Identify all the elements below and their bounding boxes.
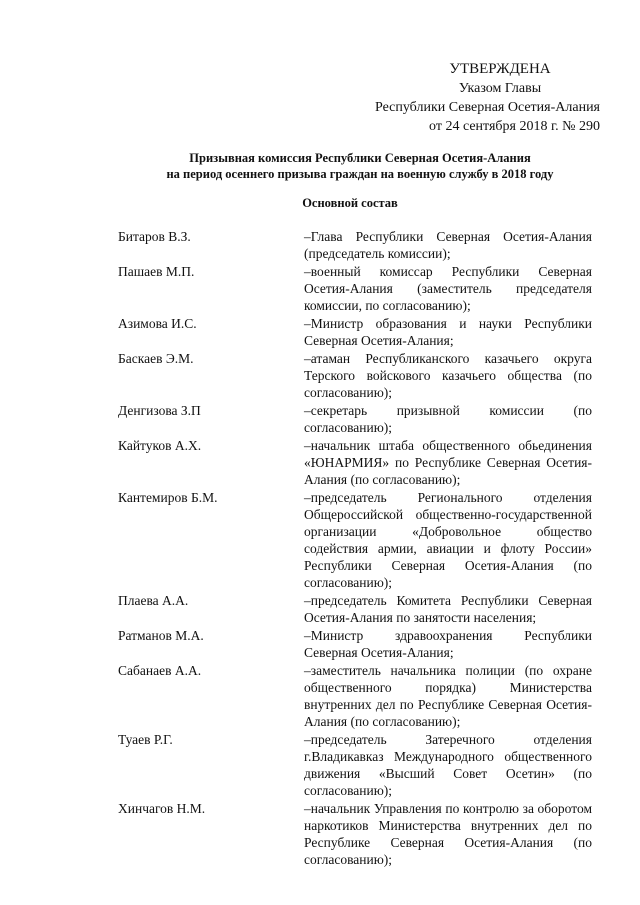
member-name: Пашаев М.П. (118, 264, 195, 279)
member-row (118, 228, 592, 262)
member-row (118, 263, 592, 314)
member-row (118, 800, 592, 868)
section-heading: Основной состав (302, 196, 398, 210)
member-row (118, 731, 592, 799)
member-role: –Глава Республики Северная Осетия-Алания (председатель комиссии); (304, 229, 592, 261)
members-list (118, 228, 592, 868)
member-role: –Министр здравоохранения Республики Северная Осетия-Алания; (304, 628, 592, 660)
member-name: Кайтуков А.Х. (118, 438, 202, 453)
member-role: –начальник штаба общественного обьединения «ЮНАРМИЯ» по Республике Северная Осетия-Алания (по согласованию); (304, 438, 592, 487)
approval-title: УТВЕРЖДЕНА (449, 61, 551, 77)
title-line-1: Призывная комиссия Республики Северная Осетия-Алания (189, 151, 531, 165)
member-name: Ратманов М.А. (118, 628, 204, 643)
member-row (118, 627, 592, 661)
member-role: –председатель Затеречного отделения г.Владикавказ Международного общественного движения «Высший Совет Осетин» (по согласованию); (304, 732, 592, 798)
approval-decree: Указом Главы (458, 81, 542, 96)
member-row (118, 592, 592, 626)
member-role: –атаман Республиканского казачьего округа Терского войскового казачьего общества (по согласованию); (304, 351, 592, 400)
member-role: –председатель Комитета Республики Северная Осетия-Алания по занятости населения; (304, 593, 592, 625)
member-row (118, 315, 592, 349)
member-name: Кантемиров Б.М. (118, 490, 218, 505)
approval-republic: Республики Северная Осетия-Алания (375, 100, 600, 115)
member-row (118, 350, 592, 401)
member-role: –Министр образования и науки Республики Северная Осетия-Алания; (304, 316, 592, 348)
approval-stamp (340, 60, 600, 136)
member-name: Туаев Р.Г. (118, 732, 173, 747)
document-title (110, 150, 610, 182)
member-row (118, 489, 592, 591)
member-row (118, 662, 592, 730)
member-role: –военный комиссар Республики Северная Осетия-Алания (заместитель председателя комиссии, по согласованию); (304, 264, 592, 313)
member-row (118, 402, 592, 436)
member-role: –начальник Управления по контролю за оборотом наркотиков Министерства внутренних дел по Республике Северная Осетия-Алания (по согласованию); (304, 801, 592, 867)
member-role: –заместитель начальника полиции (по охране общественного порядка) Министерства внутренних дел по Республике Северная Осетия-Алания (по согласованию); (304, 663, 592, 729)
member-role: –секретарь призывной комиссии (по согласованию); (304, 403, 592, 435)
member-name: Битаров В.З. (118, 229, 191, 244)
member-name: Денгизова З.П (118, 403, 201, 418)
member-role: –председатель Регионального отделения Общероссийской общественно-государственной организации «Добровольное общество содействия армии, авиации и флоту России» Республики Северная Осетия-Алания (по согласованию); (304, 490, 592, 590)
member-name: Баскаев Э.М. (118, 351, 194, 366)
member-name: Плаева А.А. (118, 593, 189, 608)
member-name: Азимова И.С. (118, 316, 197, 331)
approval-date: от 24 сентября 2018 г. № 290 (429, 119, 600, 134)
member-name: Сабанаев А.А. (118, 663, 202, 678)
title-line-2: на период осеннего призыва граждан на военную службу в 2018 году (166, 167, 554, 181)
member-name: Хинчагов Н.М. (118, 801, 206, 816)
member-row (118, 437, 592, 488)
